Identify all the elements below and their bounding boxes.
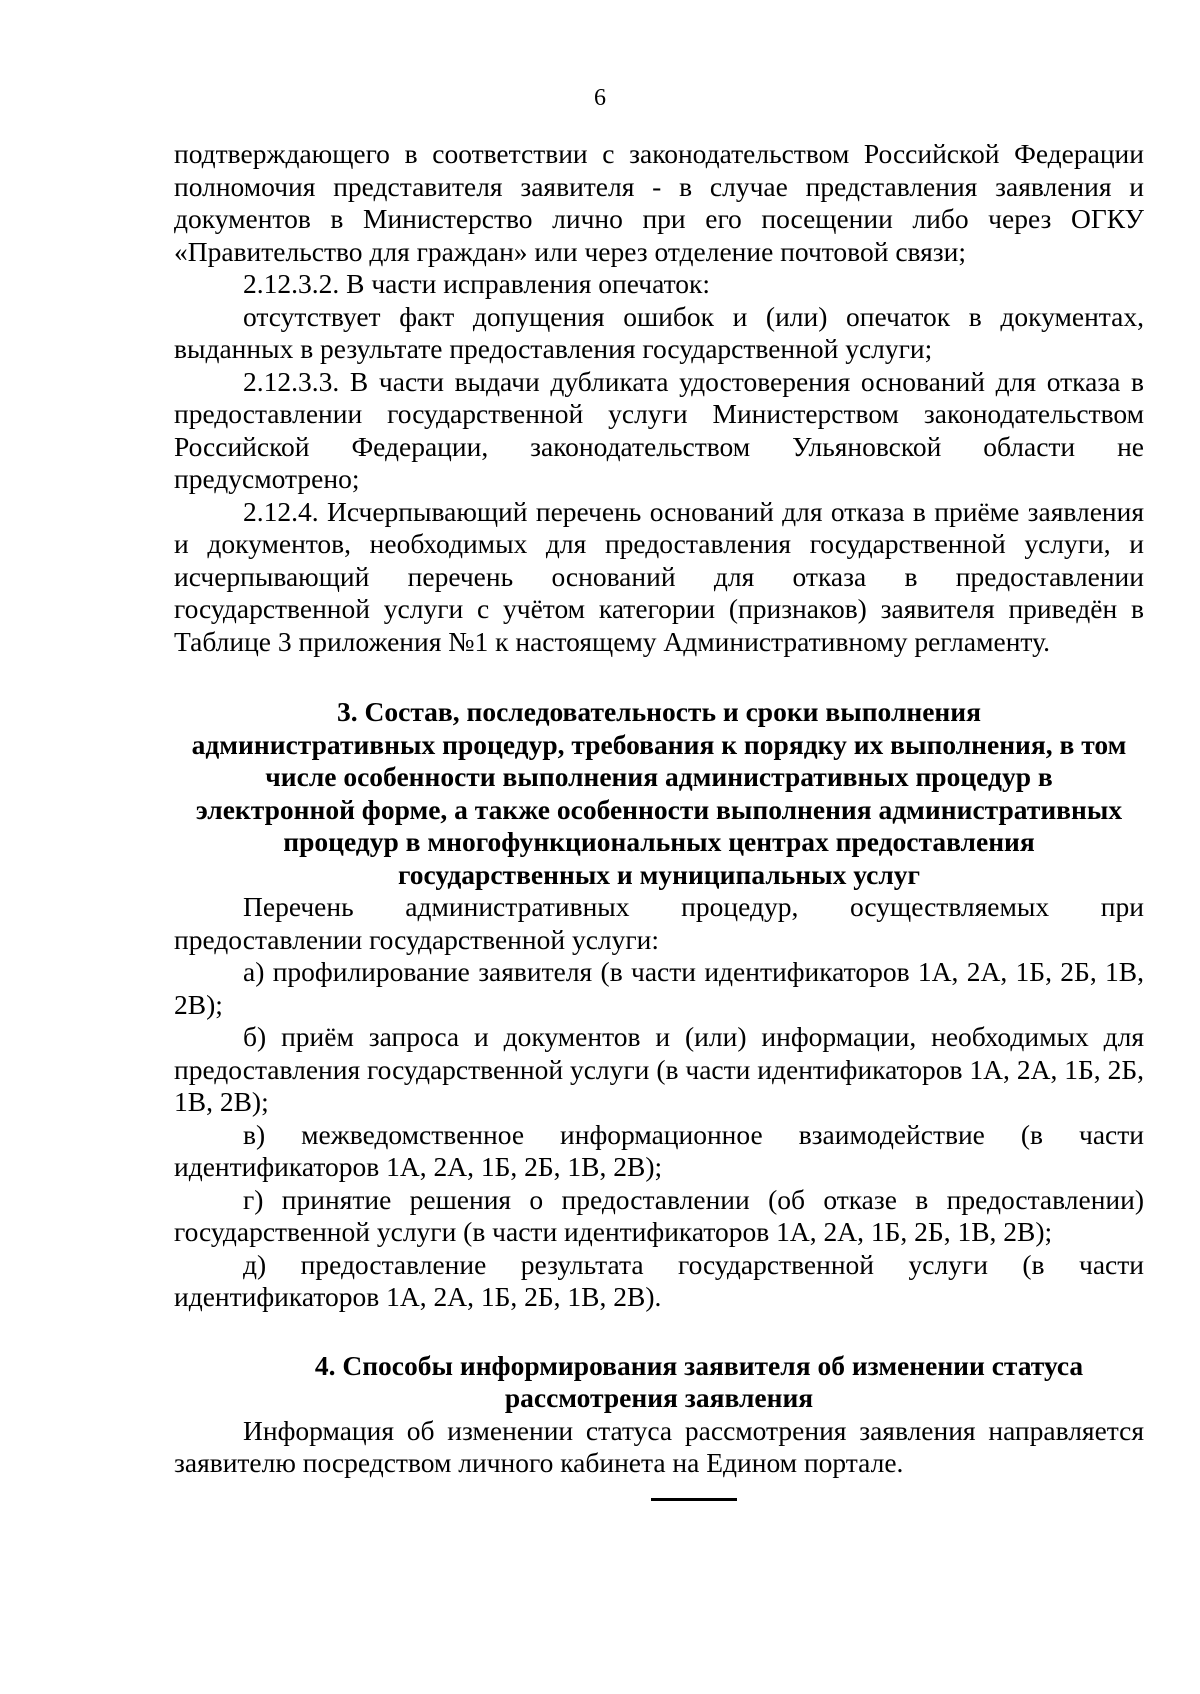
- procedure-item: г) принятие решения о предоставлении (об отказе в предоставлении) государственной услуги (в части идентификаторов 1А, 2А, 1Б, 2Б, 1В, 2В);: [174, 1183, 1144, 1247]
- section-3-intro-line: Перечень административных процедур, осуществляемых при: [243, 891, 1144, 922]
- paragraph-no-errors: отсутствует факт допущения ошибок и (или) опечаток в документах, выданных в результате предоставления государственной услуги;: [174, 300, 1144, 364]
- section-3-heading: [174, 696, 1144, 891]
- procedure-item: б) приём запроса и документов и (или) информации, необходимых для предоставления государственной услуги (в части идентификаторов 1А, 2А, 1Б, 2Б, 1В, 2В);: [174, 1021, 1144, 1117]
- section-4-heading-line: 4. Способы информирования заявителя об изменении статуса: [314, 1349, 1084, 1381]
- section-3-heading-line: числе особенности выполнения административных процедур в: [265, 761, 1053, 792]
- paragraph-2-12-3-3: 2.12.3.3. В части выдачи дубликата удостоверения оснований для отказа в предоставлении государственной услуги Министерством законодательством Российской Федерации, законодательством Ульяновской области не предусмотрено;: [174, 365, 1144, 494]
- page-number: 6: [594, 85, 606, 111]
- section-4-paragraph: Информация об изменении статуса рассмотрения заявления направляется заявителю посредством личного кабинета на Едином портале.: [174, 1414, 1144, 1478]
- procedure-item: а) профилирование заявителя (в части идентификаторов 1А, 2А, 1Б, 2Б, 1В, 2В);: [174, 956, 1144, 1020]
- procedure-item: д) предоставление результата государственной услуги (в части идентификаторов 1А, 2А, 1Б, 2Б, 1В, 2В).: [174, 1248, 1144, 1312]
- paragraph-2-12-4: 2.12.4. Исчерпывающий перечень оснований для отказа в приёме заявления и документов, необходимых для предоставления государственной услуги, и исчерпывающий перечень оснований для отказа в предоставлении государственной услуги с учётом категории (признаков) заявителя приведён в Таблице 3 приложения №1 к настоящему Административному регламенту.: [174, 495, 1144, 657]
- section-3-heading-line: процедур в многофункциональных центрах предоставления: [283, 826, 1035, 857]
- procedure-item: в) межведомственное информационное взаимодействие (в части идентификаторов 1А, 2А, 1Б, 2Б, 1В, 2В);: [174, 1118, 1144, 1182]
- section-4-heading-line: рассмотрения заявления: [504, 1382, 814, 1413]
- section-4-heading: [174, 1350, 1144, 1415]
- section-3-heading-line: электронной форме, а также особенности выполнения административных: [195, 793, 1123, 825]
- section-3-heading-line: административных процедур, требования к порядку их выполнения, в том: [191, 728, 1127, 760]
- section-3-intro-line: предоставлении государственной услуги:: [174, 923, 660, 955]
- end-of-document-line: [651, 1498, 737, 1501]
- section-3-heading-line: государственных и муниципальных услуг: [397, 858, 921, 890]
- paragraph-2-12-3-2: 2.12.3.2. В части исправления опечаток:: [243, 268, 711, 299]
- document-body: [174, 138, 1144, 1480]
- paragraph-intro: подтверждающего в соответствии с законодательством Российской Федерации полномочия представителя заявителя - в случае представления заявления и документов в Министерство лично при его посещении либо через ОГКУ «Правительство для граждан» или через отделение почтовой связи;: [174, 138, 1144, 267]
- section-3-heading-line: 3. Состав, последовательность и сроки выполнения: [337, 696, 981, 727]
